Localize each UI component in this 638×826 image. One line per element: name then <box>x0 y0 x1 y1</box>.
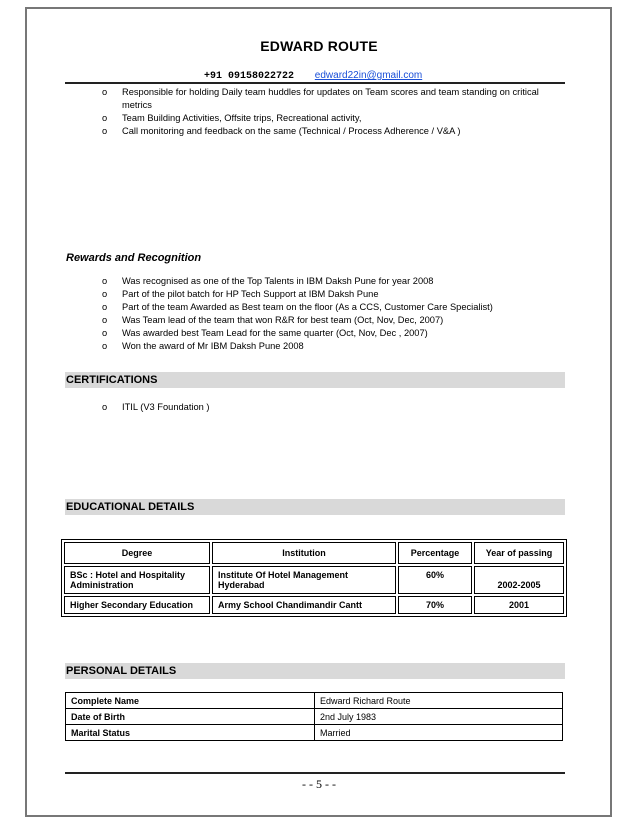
bullet-marker: o <box>102 402 108 412</box>
table-row <box>64 566 564 594</box>
education-table <box>61 539 567 617</box>
column-header: Degree <box>64 542 210 564</box>
field-label: Complete Name <box>66 693 315 709</box>
list-item: o Was recognised as one of the Top Talents in IBM Daksh Pune for year 2008 <box>102 276 434 286</box>
table-cell: 70% <box>398 596 472 614</box>
list-item: o Was awarded best Team Lead for the same quarter (Oct, Nov, Dec , 2007) <box>102 328 428 338</box>
personal-table <box>65 692 563 741</box>
table-cell: 2001 <box>474 596 564 614</box>
bullet-marker: o <box>102 315 108 325</box>
table-row <box>66 709 563 725</box>
rewards-list <box>102 275 562 353</box>
header-divider <box>65 82 565 84</box>
table-row <box>64 596 564 614</box>
footer-divider <box>65 772 565 774</box>
field-value: 2nd July 1983 <box>315 709 563 725</box>
list-item: o Responsible for holding Daily team huddles for updates on Team scores and team standing on critical metrics <box>102 87 539 110</box>
list-item: o ITIL (V3 Foundation ) <box>102 402 210 412</box>
table-cell: Higher Secondary Education <box>64 596 210 614</box>
table-cell: 60% <box>398 566 472 594</box>
page-number: - - 5 - - <box>302 777 336 791</box>
bullet-marker: o <box>102 328 108 338</box>
list-item: o Won the award of Mr IBM Daksh Pune 2008 <box>102 341 304 351</box>
list-item: o Call monitoring and feedback on the same (Technical / Process Adherence / V&A ) <box>102 126 461 136</box>
column-header: Percentage <box>398 542 472 564</box>
table-row <box>66 693 563 709</box>
list-item: o Part of the pilot batch for HP Tech Support at IBM Daksh Pune <box>102 289 379 299</box>
list-item: o Team Building Activities, Offsite trips, Recreational activity, <box>102 113 362 123</box>
field-label: Marital Status <box>66 725 315 741</box>
bullet-marker: o <box>102 341 108 351</box>
phone-number: +91 09158022722 <box>204 71 295 82</box>
table-cell: Institute Of Hotel Management Hyderabad <box>212 566 396 594</box>
bullet-marker: o <box>102 113 108 123</box>
contact-line <box>204 70 422 82</box>
table-header-row <box>64 542 564 564</box>
table-cell: Army School Chandimandir Cantt <box>212 596 396 614</box>
education-heading: EDUCATIONAL DETAILS <box>65 499 565 515</box>
responsibilities-list <box>102 86 562 138</box>
personal-heading: PERSONAL DETAILS <box>65 663 565 679</box>
bullet-marker: o <box>102 302 108 312</box>
field-label: Date of Birth <box>66 709 315 725</box>
list-item: o Was Team lead of the team that won R&R for best team (Oct, Nov, Dec, 2007) <box>102 315 444 325</box>
email-link[interactable]: edward22in@gmail.com <box>314 70 423 81</box>
table-row <box>66 725 563 741</box>
field-value: Married <box>315 725 563 741</box>
table-cell: BSc : Hotel and Hospitality Administration <box>64 566 210 594</box>
bullet-marker: o <box>102 276 108 286</box>
certifications-list <box>102 401 562 414</box>
list-item: o Part of the team Awarded as Best team on the floor (As a CCS, Customer Care Specialist) <box>102 302 493 312</box>
column-header: Year of passing <box>474 542 564 564</box>
certifications-heading: CERTIFICATIONS <box>65 372 565 388</box>
bullet-marker: o <box>102 289 108 299</box>
rewards-heading: Rewards and Recognition <box>66 252 202 264</box>
bullet-marker: o <box>102 126 108 136</box>
resume-name: EDWARD ROUTE <box>260 38 378 54</box>
field-value: Edward Richard Route <box>315 693 563 709</box>
column-header: Institution <box>212 542 396 564</box>
table-cell: 2002-2005 <box>474 566 564 594</box>
bullet-marker: o <box>102 87 108 97</box>
